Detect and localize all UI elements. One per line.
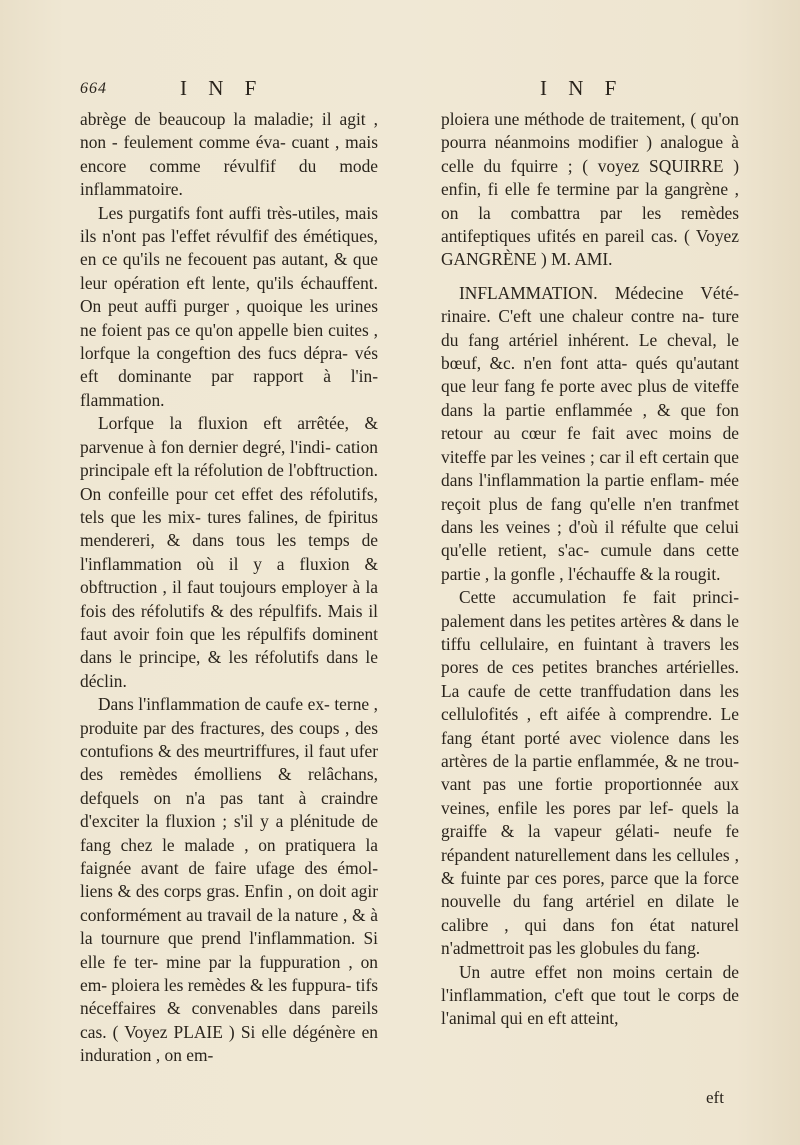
paragraph: Dans l'inflammation de caufe ex- terne , produite par des fractures, des coups , des contufions & des meurtriffures, il faut ufer des remèdes émolliens & relâchans, defquels on n'a pas tant à craindre d'exciter la fluxion ; s'il y a plénitude de fang chez le malade , on pratiquera la faignée avant de faire ufage des émol- liens & des corps gras. Enfin , on doit agir conformément au travail de la nature , & à la tournure que prend l'inflammation. Si elle fe ter- mine par la fuppuration , on em- ploiera les remèdes & les fuppura- tifs néceffaires & convenables dans pareils cas. ( Voyez PLAIE ) Si elle dégénère en induration , on em- — [80, 694, 378, 1066]
paragraph: ploiera une méthode de traitement, ( qu'on pourra néanmoins modifier ) analogue à celle du fquirre ; ( voyez SQUIRRE ) enfin, fi elle fe termine par la gangrène , on la combattra par les remèdes antifeptiques ufités en pareil cas. ( Voyez GANGRÈNE ) M. AMI. — [441, 109, 739, 270]
paragraph: Cette accumulation fe fait princi- palement dans les petites artères & dans le tiffu cellulaire, en fuintant à travers les pores de ces petites branches artérielles. La caufe de cette tranffudation dans les cellulofités , eft aifée à comprendre. Le fang étant porté avec violence dans les artères de la partie enflammée, & ne trou- vant pas une fortie proportionnée aux veines, enfile les pores par lef- quels la graiffe & la vapeur gélati- neufe fe répandent naturellement dans les cellules , & fuinte par ces pores, parce que la force nouvelle du fang artériel en dilate le calibre , qui dans fon état naturel n'admettroit pas les globules du fang. — [441, 587, 739, 959]
left-running-head: I N F — [180, 76, 265, 100]
paragraph: abrège de beaucoup la maladie; il agit , non - feulement comme éva- cuant , mais encore comme révulfif du mode inflammatoire. — [80, 109, 378, 200]
left-column — [80, 108, 378, 1068]
right-running-head: I N F — [540, 76, 625, 100]
paragraph: Les purgatifs font auffi très-utiles, mais ils n'ont pas l'effet révulfif des émétiques, en ce qu'ils ne fecouent pas autant, & que leur opération eft lente, qu'ils échauffent. On peut auffi purger , quoique les urines ne foient pas ce qu'on appelle bien cuites , lorfque la congeftion des fucs dépra- vés eft dominante par rapport à l'in- flammation. — [80, 202, 378, 410]
paragraph: Un autre effet non moins certain de l'inflammation, c'eft que tout le corps de l'animal qui en eft atteint, — [441, 961, 739, 1029]
article-paragraph: INFLAMMATION. Médecine Vété- rinaire. C'eft une chaleur contre na- ture du fang artériel inhérent. Le cheval, le bœuf, &c. n'en font atta- qués qu'autant que leur fang fe porte avec plus de viteffe dans la partie enflammée , & que fon retour au cœur fe fait avec moins de viteffe par les veines ; car il eft certain que dans l'inflammation la partie enflam- mée reçoit plus de fang qu'elle n'en tranfmet dans les veines ; d'où il réfulte que celui qu'elle retient, s'ac- cumule dans cette partie , la gonfle , l'échauffe & la rougit. — [441, 282, 739, 584]
catchword: eft — [706, 1088, 724, 1107]
paragraph: Lorfque la fluxion eft arrêtée, & parvenue à fon dernier degré, l'indi- cation principale eft la réfolution de l'obftruction. On confeille pour cet effet des réfolutifs, tels que les mix- tures falines, de fpiritus mendereri, & dans tous les temps de l'inflammation où il y a fluxion & obftruction , il faut toujours employer à la fois des réfolutifs & des répulfifs. Mais il faut avoir foin que les répulfifs dominent dans le principe, & les réfolutifs dans le déclin. — [80, 413, 378, 691]
right-column — [441, 108, 739, 1031]
page-number: 664 — [80, 80, 107, 97]
